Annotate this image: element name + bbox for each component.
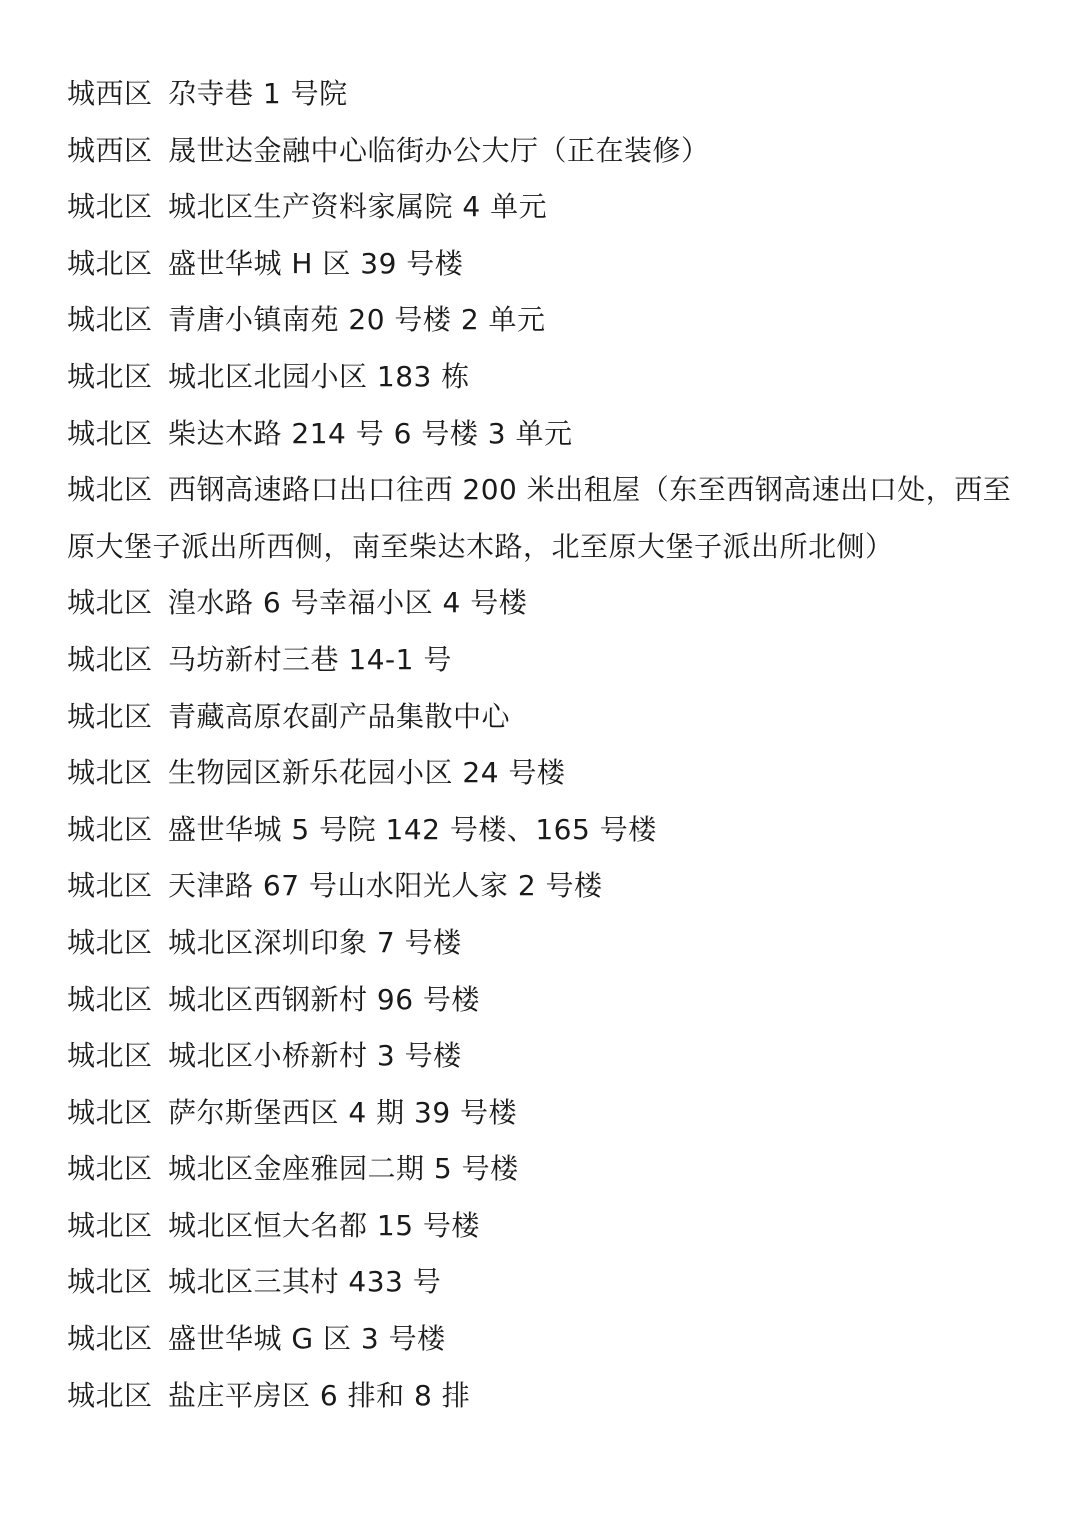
district-label: 城北区 xyxy=(67,756,153,790)
district-label: 城北区 xyxy=(67,699,153,733)
address-list xyxy=(67,66,1027,1424)
list-item xyxy=(67,972,1027,1029)
address-text: 尕寺巷 1 号院 xyxy=(168,77,348,110)
list-item xyxy=(67,575,1027,632)
address-text: 城北区恒大名都 15 号楼 xyxy=(168,1208,480,1242)
list-item xyxy=(67,292,1027,349)
list-item xyxy=(67,1368,1027,1425)
address-text: 西钢高速路口出口往西 200 米出租屋（东至西钢高速出口处，西至原大堡子派出所西侧，南至柴达木路，北至原大堡子派出所北侧） xyxy=(67,473,1012,563)
address-text: 盛世华城 G 区 3 号楼 xyxy=(168,1322,446,1356)
address-text: 青藏高原农副产品集散中心 xyxy=(168,699,511,733)
address-text: 盛世华城 5 号院 142 号楼、165 号楼 xyxy=(168,812,657,846)
address-text: 城北区西钢新村 96 号楼 xyxy=(168,982,480,1016)
district-label: 城北区 xyxy=(67,1152,153,1186)
address-text: 天津路 67 号山水阳光人家 2 号楼 xyxy=(168,869,603,903)
list-item xyxy=(67,632,1027,689)
list-item xyxy=(67,1141,1027,1198)
district-label: 城北区 xyxy=(67,1208,153,1242)
district-label: 城西区 xyxy=(67,133,153,167)
address-text: 城北区生产资料家属院 4 单元 xyxy=(168,190,548,224)
address-text: 盐庄平房区 6 排和 8 排 xyxy=(168,1378,471,1412)
list-item xyxy=(67,858,1027,915)
address-text: 生物园区新乐花园小区 24 号楼 xyxy=(168,756,566,790)
district-label: 城北区 xyxy=(67,303,153,337)
list-item xyxy=(67,1254,1027,1311)
district-label: 城北区 xyxy=(67,416,153,450)
list-item xyxy=(67,745,1027,802)
address-text: 马坊新村三巷 14-1 号 xyxy=(168,642,452,676)
district-label: 城西区 xyxy=(67,77,153,110)
list-item xyxy=(67,123,1027,180)
district-label: 城北区 xyxy=(67,586,153,620)
address-text: 柴达木路 214 号 6 号楼 3 单元 xyxy=(168,416,573,450)
district-label: 城北区 xyxy=(67,925,153,959)
district-label: 城北区 xyxy=(67,812,153,846)
district-label: 城北区 xyxy=(67,190,153,224)
district-label: 城北区 xyxy=(67,642,153,676)
district-label: 城北区 xyxy=(67,1039,153,1073)
list-item xyxy=(67,802,1027,859)
district-label: 城北区 xyxy=(67,246,153,280)
address-text: 湟水路 6 号幸福小区 4 号楼 xyxy=(168,586,528,620)
district-label: 城北区 xyxy=(67,982,153,1016)
address-text: 城北区深圳印象 7 号楼 xyxy=(168,925,462,959)
list-item xyxy=(67,915,1027,972)
list-item xyxy=(67,1198,1027,1255)
address-text: 青唐小镇南苑 20 号楼 2 单元 xyxy=(168,303,546,337)
address-text: 萨尔斯堡西区 4 期 39 号楼 xyxy=(168,1095,518,1129)
list-item xyxy=(67,1085,1027,1142)
address-text: 城北区小桥新村 3 号楼 xyxy=(168,1039,462,1073)
district-label: 城北区 xyxy=(67,869,153,903)
address-text: 城北区北园小区 183 栋 xyxy=(168,359,470,393)
list-item xyxy=(67,689,1027,746)
district-label: 城北区 xyxy=(67,1265,153,1299)
list-item xyxy=(67,406,1027,463)
district-label: 城北区 xyxy=(67,1378,153,1412)
district-label: 城北区 xyxy=(67,359,153,393)
list-item xyxy=(67,1311,1027,1368)
address-text: 城北区金座雅园二期 5 号楼 xyxy=(168,1152,519,1186)
district-label: 城北区 xyxy=(67,473,153,507)
address-text: 盛世华城 H 区 39 号楼 xyxy=(168,246,464,280)
address-text: 城北区三其村 433 号 xyxy=(168,1265,442,1299)
list-item xyxy=(67,462,1027,575)
district-label: 城北区 xyxy=(67,1322,153,1356)
list-item xyxy=(67,349,1027,406)
list-item xyxy=(67,179,1027,236)
district-label: 城北区 xyxy=(67,1095,153,1129)
address-text: 晟世达金融中心临街办公大厅（正在装修） xyxy=(168,133,710,167)
list-item xyxy=(67,236,1027,293)
list-item xyxy=(67,1028,1027,1085)
list-item xyxy=(67,66,1027,123)
